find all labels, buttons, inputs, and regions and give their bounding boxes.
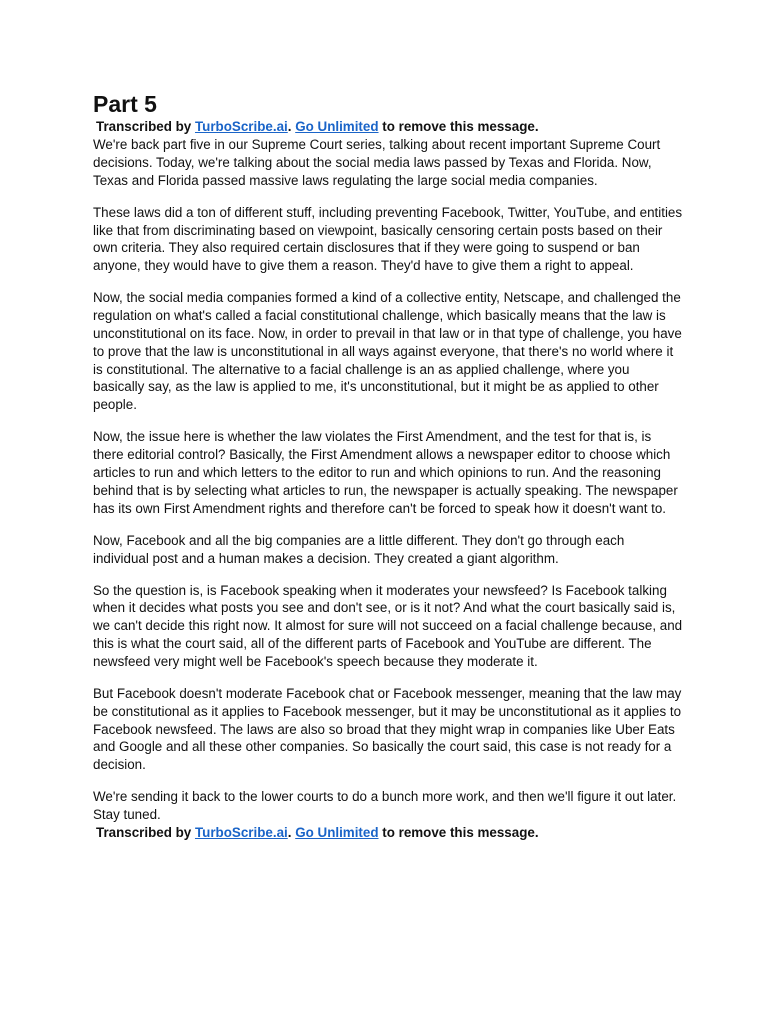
transcription-banner-top [96, 118, 683, 136]
banner-suffix: to remove this message. [378, 825, 539, 841]
banner-separator: . [287, 825, 296, 841]
banner-prefix: Transcribed by [96, 825, 195, 841]
page-title: Part 5 [93, 91, 157, 117]
paragraph: Now, Facebook and all the big companies are a little different. They don't go through each individual post and a human makes a decision. They created a giant algorithm. [93, 532, 625, 566]
banner-prefix: Transcribed by [96, 119, 195, 134]
banner-separator: . [287, 119, 296, 134]
transcription-banner-bottom [96, 824, 683, 842]
paragraph: Now, the social media companies formed a kind of a collective entity, Netscape, and challenged the regulation on what's called a facial constitutional challenge, which basically means that the law is unconstitutional on its face. Now, in order to prevail in that law or in that type of challenge, you have to prove that the law is unconstitutional in all ways against everyone, that there's no world where it is constitutional. The alternative to a facial challenge is an as applied challenge, where you basically say, as the law is applied to me, it's unconstitutional, but it might be as applied to other people. [93, 290, 682, 413]
turboscribe-link[interactable]: TurboScribe.ai [194, 119, 288, 134]
paragraph: Now, the issue here is whether the law violates the First Amendment, and the test for that is, is there editorial control? Basically, the First Amendment allows a newspaper editor to choose which articles to run and which letters to the editor to run and which opinions to run. And the reasoning behind that is by selecting what articles to run, the newspaper is actually speaking. The newspaper has its own First Amendment rights and therefore can't be forced to speak how it doesn't want to. [93, 429, 678, 516]
paragraph: We're sending it back to the lower courts to do a bunch more work, and then we'll figure it out later. Stay tuned. [93, 789, 677, 823]
paragraph: We're back part five in our Supreme Court series, talking about recent important Supreme Court decisions. Today, we're talking about the social media laws passed by Texas and Florida. Now, Texas and Florida passed massive laws regulating the large social media companies. [93, 137, 661, 188]
paragraph: These laws did a ton of different stuff, including preventing Facebook, Twitter, YouTube, and entities like that from discriminating based on viewpoint, basically censoring certain posts based on their own criteria. They also required certain disclosures that if they were going to suspend or ban anyone, they would have to give them a reason. They'd have to give them a right to appeal. [93, 204, 683, 274]
banner-suffix: to remove this message. [378, 119, 539, 134]
document-page [93, 90, 683, 842]
go-unlimited-link[interactable]: Go Unlimited [295, 119, 379, 134]
turboscribe-link[interactable]: TurboScribe.ai [194, 825, 288, 841]
go-unlimited-link[interactable]: Go Unlimited [295, 825, 379, 841]
paragraph: So the question is, is Facebook speaking when it moderates your newsfeed? Is Facebook talking when it decides what posts you see and don't see, or is it not? And what the court basically said is, we can't decide this right now. It almost for sure will not succeed on a facial challenge because, and this is what the court said, all of the different parts of Facebook and YouTube are different. The newsfeed very might well be Facebook's speech because they moderate it. [93, 582, 683, 669]
paragraph: But Facebook doesn't moderate Facebook chat or Facebook messenger, meaning that the law may be constitutional as it applies to Facebook messenger, but it may be unconstitutional as it applies to Facebook newsfeed. The laws are also so broad that they might wrap in companies like Uber Eats and Google and all these other companies. So basically the court said, this case is not ready for a decision. [93, 686, 682, 773]
